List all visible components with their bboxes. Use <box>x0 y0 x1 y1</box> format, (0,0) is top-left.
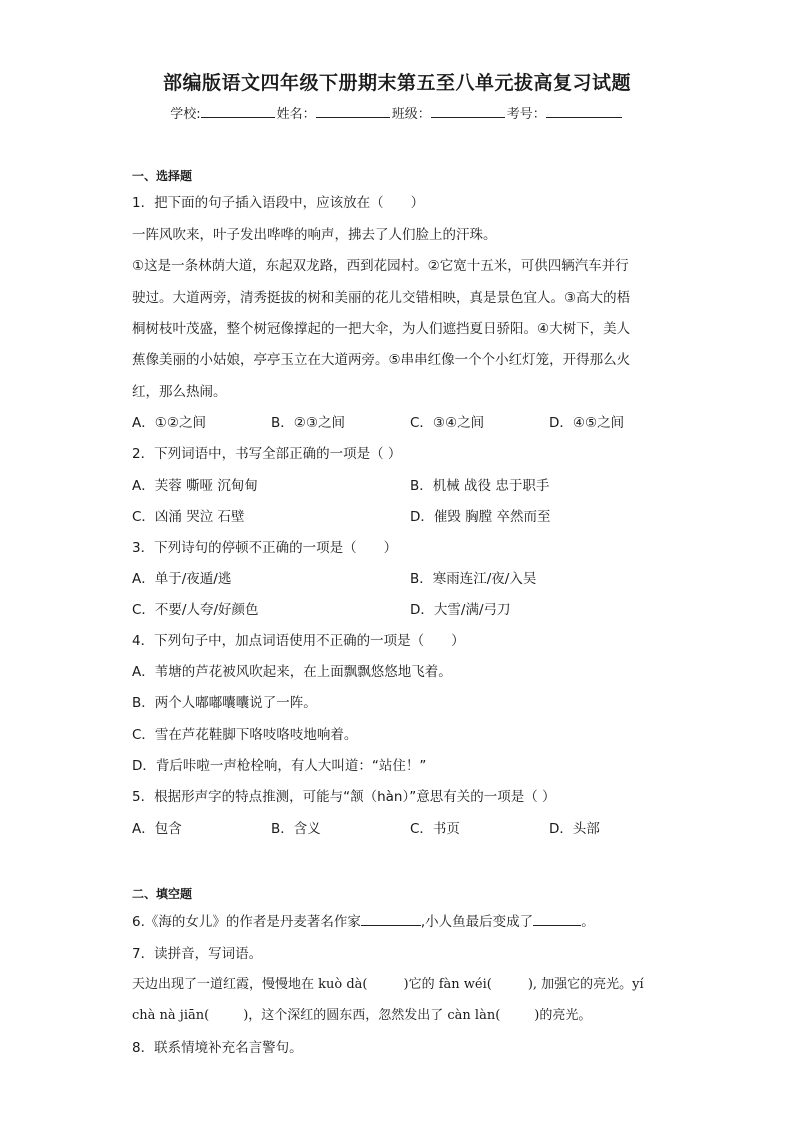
q7-text: chà nà jiān( <box>132 1008 210 1023</box>
q4-option-c[interactable]: C．雪在芦花鞋脚下咯吱咯吱地响着。 <box>132 727 358 743</box>
q3-option-d[interactable]: D．大雪/满/弓刀 <box>410 602 511 618</box>
q1-paragraph-line: 红，那么热闹。 <box>132 384 227 400</box>
q1-option-b[interactable]: B．②③之间 <box>271 415 345 431</box>
q2-option-c[interactable]: C．凶涌 哭泣 石壁 <box>132 509 245 525</box>
number-blank[interactable] <box>546 105 622 118</box>
section-heading-choice: 一、选择题 <box>132 169 193 183</box>
name-label: 姓名： <box>276 107 316 122</box>
q2-option-d[interactable]: D．催毁 胸膛 卒然而至 <box>410 509 551 525</box>
q5-option-a[interactable]: A．包含 <box>132 821 182 837</box>
class-label: 班级： <box>391 107 431 122</box>
q3-stem: 3．下列诗句的停顿不正确的一项是（ ） <box>132 540 398 556</box>
q5-option-c[interactable]: C．书页 <box>410 821 460 837</box>
school-label: 学校: <box>170 107 201 122</box>
q7-line-2 <box>132 1004 591 1023</box>
q5-option-b[interactable]: B．含义 <box>271 821 321 837</box>
q1-paragraph-line: 驶过。大道两旁，清秀挺拔的树和美丽的花儿交错相映，真是景色宜人。③高大的梧 <box>132 290 631 306</box>
q4-option-a[interactable]: A．苇塘的芦花被风吹起来，在上面飘飘悠悠地飞着。 <box>132 664 452 680</box>
q5-stem: 5．根据形声字的特点推测，可能与“颔（hàn）”意思有关的一项是（ ） <box>132 789 556 805</box>
q3-option-c[interactable]: C．不要/人夸/好颜色 <box>132 602 259 618</box>
q2-option-b[interactable]: B．机械 战役 忠于职手 <box>410 478 550 494</box>
q6-author-blank[interactable] <box>361 913 421 926</box>
q7-line-1 <box>132 973 644 992</box>
q6-text-a: 6.《海的女儿》的作者是丹麦著名作家 <box>132 914 361 930</box>
q5-option-d[interactable]: D．头部 <box>549 821 600 837</box>
q7-stem: 7．读拼音，写词语。 <box>132 946 263 962</box>
student-info-line <box>0 103 794 122</box>
class-blank[interactable] <box>431 105 505 118</box>
q4-stem: 4．下列句子中，加点词语使用不正确的一项是（ ） <box>132 633 465 649</box>
q6-text-b: ,小人鱼最后变成了 <box>420 914 534 930</box>
section-heading-fill: 二、填空题 <box>132 887 193 901</box>
q7-text: ), 加强它的亮光。yí <box>527 977 644 992</box>
q7-text: )，这个深红的圆东西，忽然发出了 càn làn( <box>243 1008 501 1023</box>
q6-text-c: 。 <box>581 914 595 930</box>
q7-text: )它的 fàn wéi( <box>403 977 492 992</box>
q3-option-b[interactable]: B．寒雨连江/夜/入吴 <box>410 571 537 587</box>
q7-text: 天边出现了一道红霞，慢慢地在 kuò dà( <box>132 977 368 992</box>
q3-option-a[interactable]: A．单于/夜遁/逃 <box>132 571 232 587</box>
q1-option-c[interactable]: C．③④之间 <box>410 415 485 431</box>
number-label: 考号： <box>506 107 546 122</box>
q1-paragraph-line: 桐树枝叶茂盛，整个树冠像撑起的一把大伞，为人们遮挡夏日骄阳。④大树下，美人 <box>132 321 631 337</box>
q6-line <box>132 910 595 930</box>
q7-text: )的亮光。 <box>534 1008 592 1023</box>
q8-stem: 8．联系情境补充名言警句。 <box>132 1040 303 1056</box>
school-blank[interactable] <box>201 105 275 118</box>
q4-option-d[interactable]: D．背后咔啦一声枪栓响，有人大叫道：“站住！” <box>132 758 427 774</box>
q1-stem: 1．把下面的句子插入语段中，应该放在（ ） <box>132 195 425 211</box>
q1-sentence: 一阵风吹来，叶子发出哗哗的响声，拂去了人们脸上的汗珠。 <box>132 227 497 243</box>
page-title: 部编版语文四年级下册期末第五至八单元拔高复习试题 <box>162 72 631 94</box>
q2-option-a[interactable]: A．芙蓉 嘶哑 沉甸甸 <box>132 478 258 494</box>
q1-option-d[interactable]: D．④⑤之间 <box>549 415 625 431</box>
q2-stem: 2．下列词语中，书写全部正确的一项是（ ） <box>132 446 402 462</box>
q1-option-a[interactable]: A．①②之间 <box>132 415 206 431</box>
q4-option-b[interactable]: B．两个人嘟嘟囔囔说了一阵。 <box>132 695 317 711</box>
q1-paragraph-line: 蕉像美丽的小姑娘，亭亭玉立在大道两旁。⑤串串红像一个个小红灯笼，开得那么火 <box>132 352 631 368</box>
name-blank[interactable] <box>316 105 390 118</box>
q6-ending-blank[interactable] <box>533 913 581 926</box>
q1-paragraph-line: ①这是一条林荫大道，东起双龙路，西到花园村。②它宽十五米，可供四辆汽车并行 <box>132 258 629 274</box>
